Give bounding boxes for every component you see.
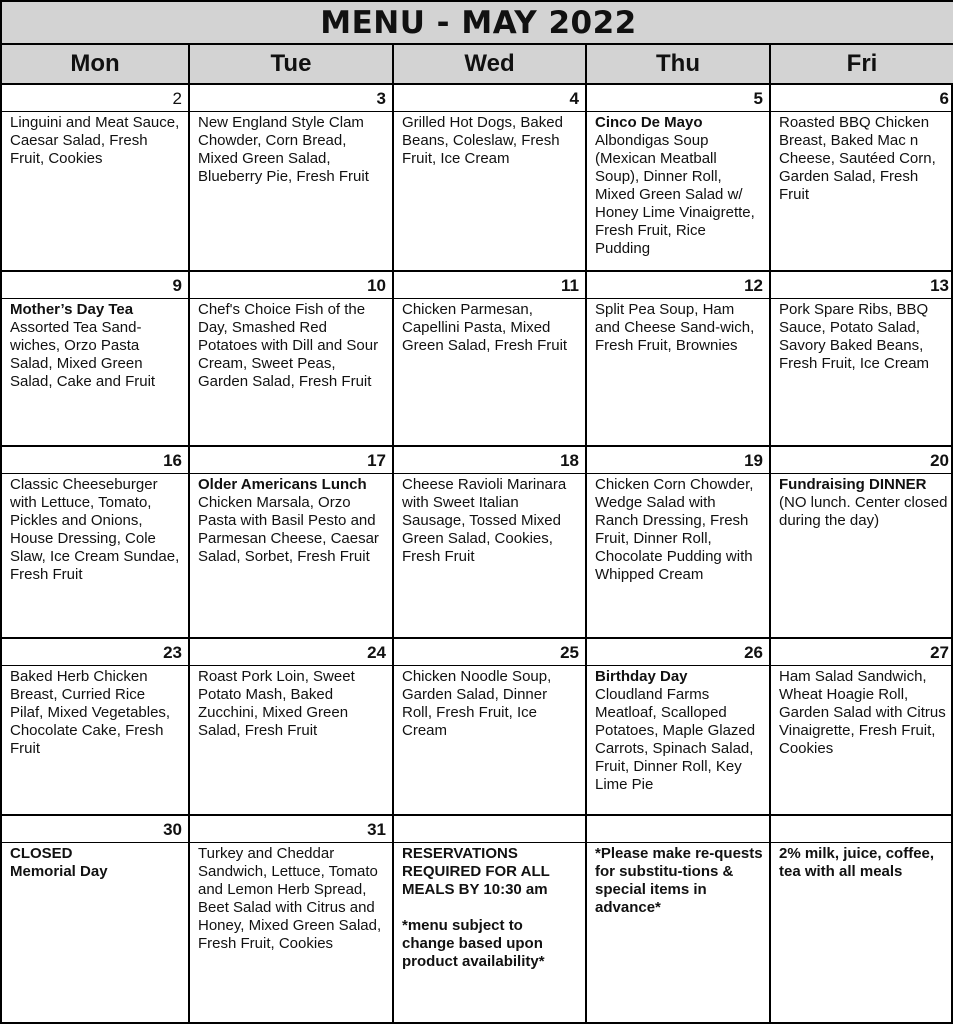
menu-text: Chicken Corn Chowder, Wedge Salad with Ranch Dressing, Fresh Fruit, Dinner Roll, Chocolate Pudding with Whipped Cream	[595, 476, 754, 583]
date-number: 31	[190, 816, 392, 843]
day-cell	[190, 639, 394, 816]
date-number: 10	[190, 272, 392, 299]
day-cell	[771, 272, 953, 447]
menu-text: Roast Pork Loin, Sweet Potato Mash, Baked Zucchini, Mixed Green Salad, Fresh Fruit	[198, 668, 355, 739]
menu-text: Baked Herb Chicken Breast, Curried Rice Pilaf, Mixed Vegetables, Chocolate Cake, Fresh Fruit	[10, 668, 171, 757]
day-cell	[587, 447, 771, 639]
day-cell	[2, 639, 190, 816]
day-cell	[2, 816, 190, 1023]
date-number: 23	[2, 639, 188, 666]
day-header-tue: Tue	[190, 45, 394, 85]
date-number: 19	[587, 447, 769, 474]
holiday-label: Memorial Day	[10, 863, 108, 880]
menu-text: Classic Cheeseburger with Lettuce, Tomato, Pickles and Onions, House Dressing, Cole Slaw, Ice Cream Sundae, Fresh Fruit	[10, 476, 180, 583]
menu-heading: Birthday Day	[595, 668, 688, 685]
menu-text: Ham Salad Sandwich, Wheat Hoagie Roll, Garden Salad with Citrus Vinaigrette, Fresh Fruit, Cookies	[779, 668, 946, 757]
day-cell	[2, 85, 190, 272]
menu-text: Chicken Parmesan, Capellini Pasta, Mixed Green Salad, Fresh Fruit	[402, 301, 568, 354]
date-number: 11	[394, 272, 585, 299]
day-cell	[587, 85, 771, 272]
menu-heading: Fundraising DINNER	[779, 476, 927, 493]
date-number: 9	[2, 272, 188, 299]
date-number: 27	[771, 639, 953, 666]
date-number: 20	[771, 447, 953, 474]
day-cell	[190, 85, 394, 272]
menu-text: Pork Spare Ribs, BBQ Sauce, Potato Salad, Savory Baked Beans, Fresh Fruit, Ice Cream	[779, 301, 930, 372]
page-title: MENU - MAY 2022	[2, 2, 953, 45]
date-number: 18	[394, 447, 585, 474]
day-cell	[587, 639, 771, 816]
date-number: 26	[587, 639, 769, 666]
date-number	[587, 816, 769, 843]
notes-cell	[394, 816, 587, 1023]
reservation-note: RESERVATIONS REQUIRED FOR ALL MEALS BY 10:30 am *menu subject to change based upon product availability*	[402, 845, 550, 970]
menu-text: Grilled Hot Dogs, Baked Beans, Coleslaw, Fresh Fruit, Ice Cream	[402, 114, 563, 167]
notes-cell	[587, 816, 771, 1023]
menu-text: Cloudland Farms Meatloaf, Scalloped Potatoes, Maple Glazed Carrots, Spinach Salad, Fruit, Dinner Roll, Key Lime Pie	[595, 686, 756, 793]
date-number: 5	[587, 85, 769, 112]
day-cell	[394, 85, 587, 272]
day-cell	[394, 272, 587, 447]
day-cell	[771, 85, 953, 272]
date-number: 24	[190, 639, 392, 666]
date-number: 17	[190, 447, 392, 474]
date-number: 16	[2, 447, 188, 474]
menu-text: (NO lunch. Center closed during the day)	[779, 494, 948, 529]
date-number: 25	[394, 639, 585, 666]
date-number: 13	[771, 272, 953, 299]
day-cell	[394, 447, 587, 639]
date-number: 6	[771, 85, 953, 112]
date-number: 2	[2, 85, 188, 112]
menu-text: Assorted Tea Sand-wiches, Orzo Pasta Salad, Mixed Green Salad, Cake and Fruit	[10, 319, 156, 390]
day-cell	[771, 447, 953, 639]
day-cell	[2, 272, 190, 447]
menu-heading: Cinco De Mayo	[595, 114, 703, 131]
day-cell	[771, 639, 953, 816]
menu-text: Chef's Choice Fish of the Day, Smashed Red Potatoes with Dill and Sour Cream, Sweet Peas, Garden Salad, Fresh Fruit	[198, 301, 379, 390]
menu-text: Albondigas Soup (Mexican Meatball Soup), Dinner Roll, Mixed Green Salad w/ Honey Lime Vinaigrette, Fresh Fruit, Rice Pudding	[595, 132, 755, 257]
menu-text: Linguini and Meat Sauce, Caesar Salad, Fresh Fruit, Cookies	[10, 114, 180, 167]
date-number: 4	[394, 85, 585, 112]
menu-text: Roasted BBQ Chicken Breast, Baked Mac n Cheese, Sautéed Corn, Garden Salad, Fresh Fruit	[779, 114, 936, 203]
menu-heading: Mother’s Day Tea	[10, 301, 134, 318]
date-number	[771, 816, 953, 843]
day-cell	[587, 272, 771, 447]
menu-text: Turkey and Cheddar Sandwich, Lettuce, Tomato and Lemon Herb Spread, Beet Salad with Citrus and Honey, Mixed Green Salad, Fresh Fruit, Cookies	[198, 845, 382, 952]
day-cell	[190, 447, 394, 639]
menu-text: Chicken Marsala, Orzo Pasta with Basil Pesto and Parmesan Cheese, Caesar Salad, Sorbet, Fresh Fruit	[198, 494, 379, 565]
menu-text: Chicken Noodle Soup, Garden Salad, Dinner Roll, Fresh Fruit, Ice Cream	[402, 668, 552, 739]
day-cell	[2, 447, 190, 639]
day-cell	[394, 639, 587, 816]
menu-text: Split Pea Soup, Ham and Cheese Sand-wich, Fresh Fruit, Brownies	[595, 301, 755, 354]
date-number	[394, 816, 585, 843]
date-number: 3	[190, 85, 392, 112]
day-header-wed: Wed	[394, 45, 587, 85]
menu-text: New England Style Clam Chowder, Corn Bread, Mixed Green Salad, Blueberry Pie, Fresh Fruit	[198, 114, 369, 185]
menu-heading: Older Americans Lunch	[198, 476, 367, 493]
notes-cell	[771, 816, 953, 1023]
beverage-note: 2% milk, juice, coffee, tea with all meals	[779, 845, 935, 880]
day-header-mon: Mon	[2, 45, 190, 85]
date-number: 12	[587, 272, 769, 299]
menu-text: Cheese Ravioli Marinara with Sweet Italian Sausage, Tossed Mixed Green Salad, Cookies, Fresh Fruit	[402, 476, 567, 565]
day-header-fri: Fri	[771, 45, 953, 85]
date-number: 30	[2, 816, 188, 843]
day-cell	[190, 816, 394, 1023]
substitution-note: *Please make re-quests for substitu-tions & special items in advance*	[595, 845, 763, 916]
day-header-thu: Thu	[587, 45, 771, 85]
closed-label: CLOSED	[10, 845, 73, 862]
day-cell	[190, 272, 394, 447]
